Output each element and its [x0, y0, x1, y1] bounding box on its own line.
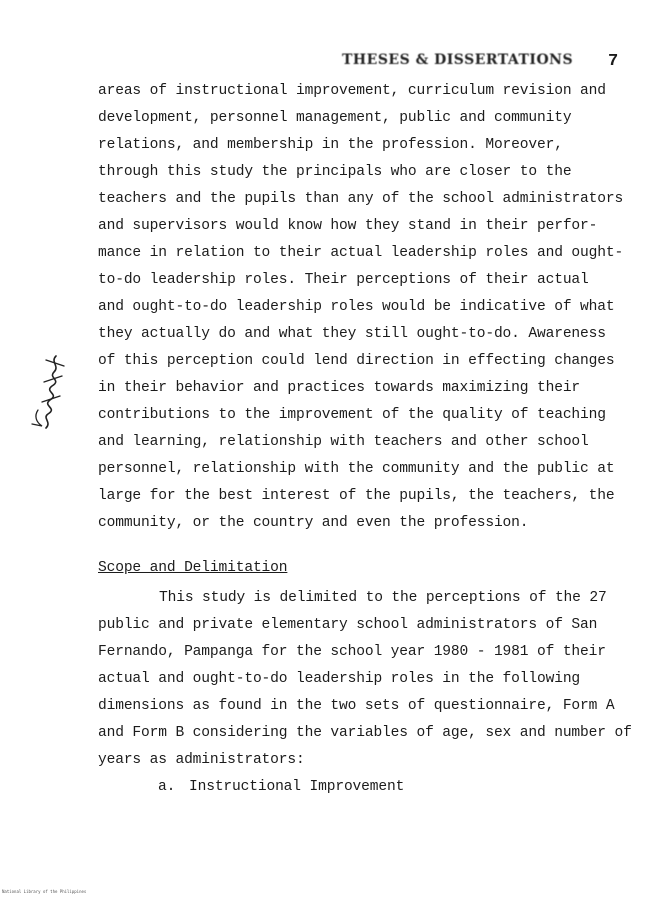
text-line: personnel, relationship with the community and the public at [98, 461, 615, 477]
page-number: 7 [608, 52, 619, 71]
text-line: in their behavior and practices towards maximizing their [98, 380, 581, 396]
text-line: and supervisors would know how they stand in their perfor- [98, 218, 598, 234]
handwritten-signature [16, 352, 74, 432]
footer-note: National Library of the Philippines [2, 889, 87, 894]
text-line: This study is delimited to the perceptions of the 27 [159, 590, 607, 606]
text-line: public and private elementary school administrators of San [98, 617, 598, 633]
text-line: teachers and the pupils than any of the school administrators [98, 191, 624, 207]
text-line: and ought-to-do leadership roles would be indicative of what [98, 299, 615, 315]
text-line: years as administrators: [98, 752, 305, 768]
text-line: to-do leadership roles. Their perceptions of their actual [98, 272, 589, 288]
theses-dissertations-stamp: THESES & DISSERTATIONS [342, 52, 574, 68]
text-line: actual and ought-to-do leadership roles in the following [98, 671, 581, 687]
text-line: community, or the country and even the profession. [98, 515, 529, 531]
text-line: Fernando, Pampanga for the school year 1980 - 1981 of their [98, 644, 606, 660]
text-line: through this study the principals who are closer to the [98, 164, 572, 180]
list-item-text: Instructional Improvement [189, 779, 405, 795]
text-line: large for the best interest of the pupils, the teachers, the [98, 488, 615, 504]
list-item-marker: a. [158, 779, 176, 795]
section-heading: Scope and Delimitation [98, 560, 288, 576]
text-line: contributions to the improvement of the quality of teaching [98, 407, 606, 423]
text-line: and Form B considering the variables of age, sex and number of [98, 725, 632, 741]
text-line: and learning, relationship with teachers and other school [98, 434, 589, 450]
text-line: of this perception could lend direction in effecting changes [98, 353, 615, 369]
text-line: dimensions as found in the two sets of questionnaire, Form A [98, 698, 615, 714]
text-line: mance in relation to their actual leadership roles and ought- [98, 245, 624, 261]
text-line: they actually do and what they still ought-to-do. Awareness [98, 326, 606, 342]
text-line: relations, and membership in the profession. Moreover, [98, 137, 563, 153]
text-line: development, personnel management, public and community [98, 110, 572, 126]
text-line: areas of instructional improvement, curriculum revision and [98, 83, 606, 99]
